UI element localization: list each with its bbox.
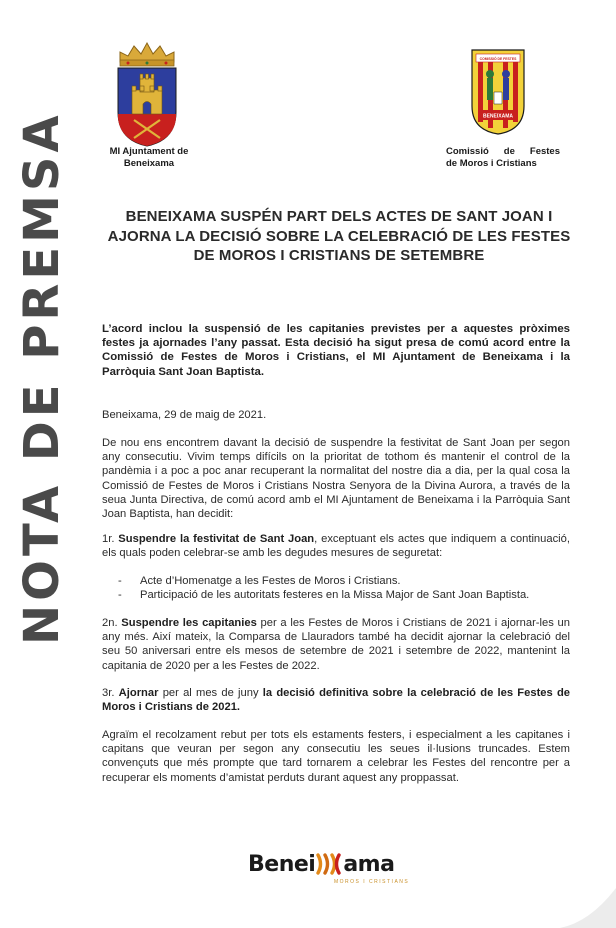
town-coat-of-arms [112, 40, 182, 148]
decision-1-paragraph: 1r. Suspendre la festivitat de Sant Joan, exceptuant els actes que indiquem a continuació, els quals poden celebrar-se amb les degudes mesures de seguretat: [102, 533, 571, 560]
festival-commission-emblem [470, 44, 526, 136]
lead-paragraph: L’acord inclou la suspensió de les capitanies previstes per a aquestes pròximes festes ja ajornades l’any passat. Esta decisió ha sigut presa de comú acord entre la Comissió de Festes de Moros i Cristians, el MI Ajuntament de Beneixama i la Parròquia Sant Joan Baptista. [102, 323, 570, 378]
decision-2-paragraph: 2n. Suspendre les capitanies per a les Festes de Moros i Cristians de 2021 i ajornar-les un any més. Així mateix, la Comparsa de Llauradors també ha decidit ajornar la celebració del seu 50 aniversari entre els mesos de setembre de 2021 i setembre de 2022, mantenint la capitania de 2020 per a les Festes de 2022. [102, 617, 570, 672]
beneixama-logo: Benei ama MOROS I CRISTIANS [248, 852, 410, 885]
list-item: - Participació de les autoritats festeres en la Missa Major de Sant Joan Baptista. [118, 588, 578, 602]
page-curl-decoration [560, 888, 616, 928]
decision-3-bold: Ajornar [118, 687, 159, 699]
decision-3-bold-detail: la decisió definitiva sobre la celebració de les Festes de Moros i Cristians de 2021. [102, 687, 571, 714]
decision-1-bold: Suspendre la festivitat de Sant Joan [118, 533, 315, 545]
dateline: Beneixama, 29 de maig de 2021. [102, 409, 267, 421]
press-release-label: NOTA DE PREMSA [14, 111, 70, 645]
closing-paragraph: Agraïm el recolzament rebut per tots els estaments festers, i especialment a les capitanes i capitans que veuran per segon any consecutiu les seues il·lusions truncades. Estem convençuts que més prompte que tard tornarem a celebrar les Festes del rencontre per a recuperar els moments d’amistat perduts durant aquest any proppassat. [102, 729, 570, 784]
town-council-caption: MI Ajuntament de Beneixama [109, 146, 189, 169]
intro-paragraph: De nou ens encontrem davant la decisió de suspendre la festivitat de Sant Joan per segon any consecutiu. Vivim temps difícils on la prioritat de tothom és mantenir el control de la pandèmia i a poc a poc anar recuperant la normalitat del nostre dia a dia, per la qual cosa la Comissió de Festes de Moros i Cristians Nostra Senyora de la Divina Aurora, a través de la seua Junta Directiva, de comú acord amb el MI Ajuntament de Beneixama i la Parròquia Sant Joan Baptista, han decidit: [102, 437, 570, 521]
crown-icon [120, 43, 174, 66]
logo-x-mark-icon [315, 853, 343, 875]
logo-subtitle: MOROS I CRISTIANS [334, 879, 410, 885]
festival-commission-caption: Comissió de Festes de Moros i Cristians [446, 146, 560, 169]
emblem-banner-text: COMISSIÓ DE FESTES [479, 57, 517, 61]
list-item: - Acte d’Homenatge a les Festes de Moros i Cristians. [118, 574, 578, 588]
decision-2-bold: Suspendre les capitanies [121, 617, 257, 629]
press-release-title: BENEIXAMA SUSPÉN PART DELS ACTES DE SANT JOAN I AJORNA LA DECISIÓ SOBRE LA CELEBRACIÓ DE LES FESTES DE MOROS I CRISTIANS DE SETEMBRE [107, 208, 571, 264]
decision-3-paragraph: 3r. Ajornar per al mes de juny la decisió definitiva sobre la celebració de les Festes de Moros i Cristians de 2021. [102, 687, 571, 714]
emblem-footer-text: BENEIXAMA [482, 113, 514, 120]
exceptions-list [118, 574, 578, 602]
